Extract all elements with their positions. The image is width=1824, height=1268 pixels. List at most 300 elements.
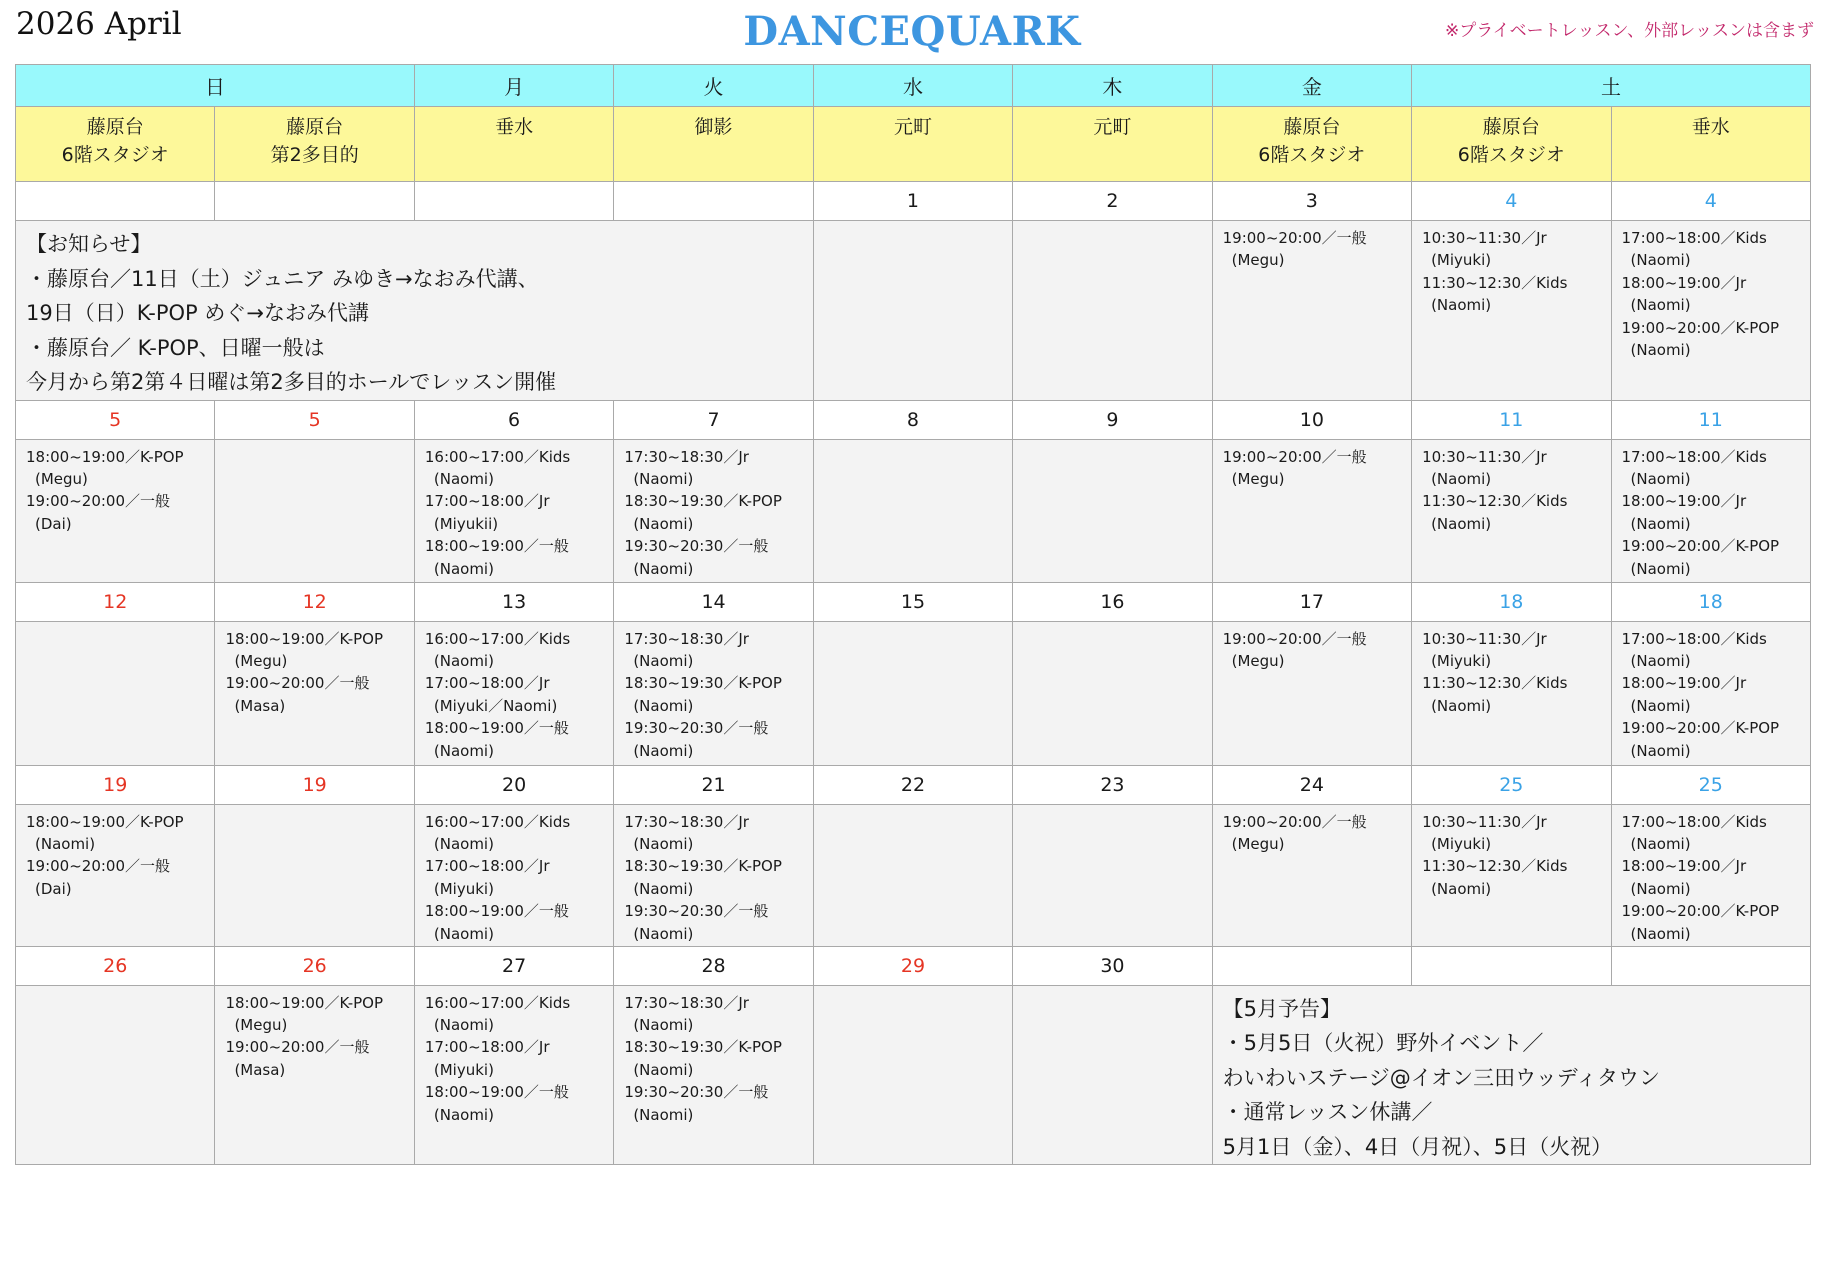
calendar-table bbox=[15, 64, 1811, 1165]
lesson-row bbox=[16, 621, 1811, 765]
date-cell bbox=[614, 765, 813, 804]
lesson-time: 18:00~19:00／Jr bbox=[1621, 857, 1747, 876]
brand-logo: DANCEQUARK bbox=[743, 8, 1081, 55]
lesson-list bbox=[215, 986, 413, 1082]
date-cell bbox=[16, 182, 215, 221]
lesson-cell bbox=[215, 985, 414, 1165]
notice-line: 【お知らせ】 bbox=[26, 232, 152, 256]
lesson-time: 18:00~19:00／Jr bbox=[1621, 273, 1747, 292]
lesson-time: 19:00~20:00／一般 bbox=[225, 674, 370, 693]
date-number: 15 bbox=[900, 590, 926, 613]
date-cell bbox=[813, 765, 1012, 804]
lesson-time: 19:00~20:00／一般 bbox=[1222, 447, 1367, 466]
date-number: 24 bbox=[1299, 773, 1324, 796]
lesson-instructor: (Naomi) bbox=[35, 834, 96, 853]
lesson-time: 18:00~19:00／Jr bbox=[1621, 492, 1747, 511]
lesson-time: 18:00~19:00／Jr bbox=[1621, 674, 1747, 693]
lesson-instructor: (Naomi) bbox=[433, 1015, 494, 1034]
lesson-instructor: (Megu) bbox=[1231, 251, 1285, 270]
lesson-row bbox=[16, 804, 1811, 946]
date-cell bbox=[414, 400, 613, 439]
date-number: 25 bbox=[1698, 773, 1723, 796]
studio-header-cell bbox=[813, 107, 1012, 182]
lesson-time: 17:00~18:00／Kids bbox=[1621, 447, 1767, 466]
studio-header-cell bbox=[1013, 107, 1212, 182]
date-number: 12 bbox=[103, 590, 128, 613]
date-cell bbox=[1412, 182, 1611, 221]
notice-line: 5月1日（金）、4日（月祝）、5日（火祝） bbox=[1222, 1134, 1613, 1159]
notice-line: 今月から第2第４日曜は第2多目的ホールでレッスン開催 bbox=[26, 370, 557, 394]
date-cell bbox=[215, 400, 414, 439]
lesson-cell bbox=[1013, 985, 1212, 1165]
lesson-instructor: (Dai) bbox=[35, 879, 72, 898]
lesson-instructor: (Naomi) bbox=[633, 924, 694, 943]
lesson-time: 19:30~20:30／一般 bbox=[624, 902, 769, 921]
lesson-time: 17:00~18:00／Kids bbox=[1621, 629, 1767, 648]
studio-label: 元町 bbox=[893, 116, 932, 138]
lesson-instructor: (Masa) bbox=[234, 696, 286, 715]
date-number: 11 bbox=[1499, 408, 1524, 431]
notice-line: 【5月予告】 bbox=[1222, 996, 1341, 1021]
lesson-time: 18:00~19:00／一般 bbox=[424, 537, 569, 556]
date-number: 17 bbox=[1299, 590, 1324, 613]
lesson-instructor: (Naomi) bbox=[633, 1105, 694, 1124]
weekday-header-cell bbox=[614, 65, 813, 107]
lesson-list bbox=[1013, 221, 1211, 227]
notice-cell bbox=[16, 221, 814, 401]
lesson-cell bbox=[813, 439, 1012, 582]
lesson-cell bbox=[1013, 439, 1212, 582]
lesson-list bbox=[814, 622, 1012, 628]
lesson-cell bbox=[414, 439, 613, 582]
lesson-list bbox=[614, 805, 812, 945]
lesson-list bbox=[1213, 622, 1411, 673]
lesson-instructor: (Naomi) bbox=[633, 741, 694, 760]
lesson-cell bbox=[1212, 221, 1411, 401]
lesson-time: 19:00~20:00／K-POP bbox=[1621, 537, 1780, 556]
lesson-list bbox=[1213, 221, 1411, 272]
lesson-cell bbox=[1611, 439, 1811, 582]
studio-label: 垂水 bbox=[495, 116, 534, 138]
date-cell bbox=[215, 582, 414, 621]
lesson-instructor: (Naomi) bbox=[633, 559, 694, 578]
lesson-list bbox=[1412, 440, 1610, 536]
lesson-time: 17:00~18:00／Kids bbox=[1621, 229, 1767, 247]
lesson-instructor: (Naomi) bbox=[1630, 341, 1691, 360]
date-cell bbox=[1611, 765, 1811, 804]
date-number: 6 bbox=[508, 408, 521, 431]
date-number: 22 bbox=[900, 773, 926, 796]
date-number: 5 bbox=[308, 408, 321, 431]
date-number: 5 bbox=[109, 408, 122, 431]
date-cell bbox=[215, 182, 414, 221]
date-cell bbox=[1212, 400, 1411, 439]
lesson-list bbox=[215, 805, 413, 811]
date-cell bbox=[1013, 765, 1212, 804]
lesson-time: 10:30~11:30／Jr bbox=[1422, 629, 1547, 648]
lesson-instructor: (Naomi) bbox=[433, 651, 494, 670]
lesson-instructor: (Megu) bbox=[234, 1015, 288, 1034]
date-number: 9 bbox=[1106, 408, 1119, 431]
studio-header-cell bbox=[1412, 107, 1611, 182]
lesson-cell bbox=[1611, 221, 1811, 401]
lesson-time: 16:00~17:00／Kids bbox=[424, 812, 571, 831]
lesson-cell bbox=[414, 621, 613, 765]
studio-header-cell bbox=[1212, 107, 1411, 182]
date-cell bbox=[1412, 582, 1611, 621]
lesson-list bbox=[215, 440, 413, 446]
studio-header-cell bbox=[215, 107, 414, 182]
date-row bbox=[16, 400, 1811, 439]
date-number: 29 bbox=[900, 954, 926, 977]
lesson-instructor: (Miyuki) bbox=[1431, 834, 1492, 853]
lesson-cell bbox=[614, 621, 813, 765]
lesson-cell bbox=[813, 221, 1012, 401]
lesson-cell bbox=[1212, 804, 1411, 946]
lesson-cell bbox=[1013, 621, 1212, 765]
date-number: 20 bbox=[502, 773, 527, 796]
lesson-list bbox=[814, 440, 1012, 446]
lesson-list bbox=[1612, 805, 1811, 945]
lesson-instructor: (Naomi) bbox=[433, 834, 494, 853]
date-number: 26 bbox=[302, 954, 327, 977]
lesson-cell bbox=[16, 804, 215, 946]
lesson-time: 17:30~18:30／Jr bbox=[624, 812, 749, 831]
lesson-instructor: (Naomi) bbox=[433, 1105, 494, 1124]
date-number: 18 bbox=[1499, 590, 1524, 613]
weekday-header-cell bbox=[1013, 65, 1212, 107]
lesson-cell bbox=[813, 621, 1012, 765]
date-number: 18 bbox=[1698, 590, 1723, 613]
lesson-time: 18:30~19:30／K-POP bbox=[624, 492, 782, 511]
lesson-time: 19:00~20:00／一般 bbox=[1222, 229, 1367, 247]
date-cell bbox=[614, 946, 813, 985]
lesson-cell bbox=[1412, 221, 1611, 401]
lesson-time: 19:00~20:00／一般 bbox=[1222, 812, 1367, 831]
lesson-list bbox=[16, 622, 214, 628]
lesson-instructor: (Miyuki／Naomi) bbox=[433, 696, 558, 715]
date-cell bbox=[215, 765, 414, 804]
date-cell bbox=[614, 182, 813, 221]
date-cell bbox=[1212, 765, 1411, 804]
lesson-cell bbox=[813, 985, 1012, 1165]
date-cell bbox=[1412, 400, 1611, 439]
lesson-cell bbox=[1013, 221, 1212, 401]
lesson-cell bbox=[614, 804, 813, 946]
lesson-list bbox=[16, 986, 214, 992]
notice-line: ・藤原台／11日（土）ジュニア みゆき→なおみ代講、 bbox=[26, 266, 539, 291]
lesson-time: 19:30~20:30／一般 bbox=[624, 719, 769, 738]
lesson-list bbox=[814, 986, 1012, 992]
lesson-list bbox=[1013, 805, 1211, 811]
date-number: 7 bbox=[707, 408, 720, 431]
date-number: 11 bbox=[1698, 408, 1723, 431]
lesson-instructor: (Naomi) bbox=[1630, 469, 1691, 488]
lesson-cell bbox=[1013, 804, 1212, 946]
lesson-list bbox=[614, 986, 812, 1126]
date-cell bbox=[16, 400, 215, 439]
lesson-cell bbox=[16, 621, 215, 765]
lesson-instructor: (Miyuki) bbox=[1431, 651, 1492, 670]
lesson-instructor: (Naomi) bbox=[633, 1060, 694, 1079]
lesson-cell bbox=[215, 439, 414, 582]
lesson-list bbox=[16, 805, 214, 901]
lesson-cell bbox=[1611, 621, 1811, 765]
lesson-time: 10:30~11:30／Jr bbox=[1422, 229, 1547, 247]
date-cell bbox=[1212, 182, 1411, 221]
date-number: 30 bbox=[1100, 954, 1125, 977]
lesson-instructor: (Megu) bbox=[1231, 834, 1285, 853]
lesson-list bbox=[415, 622, 613, 762]
date-cell bbox=[16, 582, 215, 621]
date-cell bbox=[1212, 946, 1411, 985]
weekday-header-cell bbox=[1212, 65, 1411, 107]
date-cell bbox=[614, 400, 813, 439]
lesson-instructor: (Naomi) bbox=[633, 696, 694, 715]
studio-header-cell bbox=[16, 107, 215, 182]
lesson-row bbox=[16, 439, 1811, 582]
date-number: 1 bbox=[906, 190, 920, 212]
lesson-list bbox=[1013, 440, 1211, 446]
lesson-time: 17:00~18:00／Jr bbox=[424, 1038, 550, 1057]
date-cell bbox=[414, 946, 613, 985]
lesson-instructor: (Naomi) bbox=[1630, 559, 1691, 578]
lesson-cell bbox=[215, 804, 414, 946]
weekday-label: 水 bbox=[902, 75, 923, 99]
weekday-header-cell bbox=[414, 65, 613, 107]
date-cell bbox=[1611, 946, 1811, 985]
date-cell bbox=[1412, 946, 1611, 985]
lesson-time: 18:30~19:30／K-POP bbox=[624, 1038, 782, 1057]
lesson-time: 16:00~17:00／Kids bbox=[424, 993, 571, 1012]
studio-header-cell bbox=[414, 107, 613, 182]
date-number: 21 bbox=[701, 773, 726, 796]
lesson-instructor: (Naomi) bbox=[1630, 741, 1691, 760]
studio-label: 藤原台 6階スタジオ bbox=[1258, 116, 1366, 166]
lesson-instructor: (Naomi) bbox=[1431, 296, 1492, 315]
date-number: 26 bbox=[103, 954, 128, 977]
lesson-instructor: (Naomi) bbox=[633, 469, 694, 488]
lesson-cell bbox=[1412, 621, 1611, 765]
lesson-list bbox=[1612, 440, 1811, 580]
notice-block bbox=[1213, 986, 1810, 1165]
date-cell bbox=[813, 582, 1012, 621]
lesson-cell bbox=[16, 985, 215, 1165]
lesson-list bbox=[1412, 805, 1610, 901]
lesson-time: 10:30~11:30／Jr bbox=[1422, 447, 1547, 466]
lesson-instructor: (Miyuki) bbox=[433, 879, 494, 898]
lesson-instructor: (Naomi) bbox=[633, 879, 694, 898]
lesson-list bbox=[614, 440, 812, 580]
lesson-time: 19:00~20:00／一般 bbox=[26, 492, 171, 511]
studio-label: 垂水 bbox=[1691, 116, 1730, 138]
notice-block bbox=[16, 221, 813, 400]
studio-label: 藤原台 第2多目的 bbox=[270, 116, 359, 166]
lesson-cell bbox=[614, 439, 813, 582]
lesson-list bbox=[415, 986, 613, 1126]
lesson-instructor: (Megu) bbox=[1231, 651, 1285, 670]
lesson-time: 18:00~19:00／K-POP bbox=[26, 812, 184, 831]
lesson-time: 17:00~18:00／Jr bbox=[424, 492, 550, 511]
date-cell bbox=[1013, 400, 1212, 439]
date-number: 14 bbox=[701, 590, 726, 613]
date-cell bbox=[414, 182, 613, 221]
date-number: 4 bbox=[1505, 190, 1518, 212]
date-number: 19 bbox=[103, 773, 128, 796]
date-cell bbox=[215, 946, 414, 985]
date-cell bbox=[813, 946, 1012, 985]
lesson-cell bbox=[414, 804, 613, 946]
date-cell bbox=[1013, 946, 1212, 985]
lesson-instructor: (Naomi) bbox=[633, 651, 694, 670]
date-number: 23 bbox=[1100, 773, 1125, 796]
lesson-list bbox=[1612, 622, 1811, 762]
date-number: 27 bbox=[502, 954, 527, 977]
date-row bbox=[16, 765, 1811, 804]
notice-line: わいわいステージ@イオン三田ウッディタウン bbox=[1222, 1065, 1661, 1090]
lesson-cell bbox=[813, 804, 1012, 946]
lesson-time: 11:30~12:30／Kids bbox=[1422, 857, 1568, 876]
date-cell bbox=[1212, 582, 1411, 621]
lesson-time: 11:30~12:30／Kids bbox=[1422, 674, 1568, 693]
date-number: 19 bbox=[302, 773, 327, 796]
lesson-instructor: (Naomi) bbox=[1431, 514, 1492, 533]
lesson-instructor: (Naomi) bbox=[433, 924, 494, 943]
lesson-list bbox=[1412, 622, 1610, 718]
lesson-list bbox=[1213, 440, 1411, 491]
lesson-time: 18:00~19:00／K-POP bbox=[225, 993, 384, 1012]
date-number: 2 bbox=[1106, 190, 1119, 212]
lesson-instructor: (Naomi) bbox=[1630, 924, 1691, 943]
date-cell bbox=[1013, 582, 1212, 621]
lesson-instructor: (Naomi) bbox=[1630, 834, 1691, 853]
notice-line: ・5月5日（火祝）野外イベント／ bbox=[1222, 1031, 1544, 1055]
lesson-time: 16:00~17:00／Kids bbox=[424, 447, 571, 466]
lesson-instructor: (Naomi) bbox=[1431, 469, 1492, 488]
lesson-list bbox=[1412, 221, 1610, 317]
lesson-list bbox=[1612, 221, 1811, 361]
lesson-time: 18:00~19:00／一般 bbox=[424, 719, 569, 738]
lesson-list bbox=[1013, 986, 1211, 992]
notice-line: 19日（日）K-POP めぐ→なおみ代講 bbox=[26, 301, 369, 325]
lesson-instructor: (Naomi) bbox=[1431, 696, 1492, 715]
date-number: 28 bbox=[701, 954, 726, 977]
lesson-time: 16:00~17:00／Kids bbox=[424, 629, 571, 648]
notice-line: ・藤原台／ K-POP、日曜一般は bbox=[26, 335, 325, 360]
notice-line: ・通常レッスン休講／ bbox=[1222, 1100, 1433, 1124]
lesson-instructor: (Naomi) bbox=[1630, 879, 1691, 898]
weekday-label: 金 bbox=[1301, 75, 1322, 99]
lesson-instructor: (Miyuki) bbox=[433, 1060, 494, 1079]
date-cell bbox=[1013, 182, 1212, 221]
date-number: 4 bbox=[1704, 190, 1717, 212]
date-cell bbox=[614, 582, 813, 621]
date-row bbox=[16, 582, 1811, 621]
lesson-instructor: (Dai) bbox=[35, 514, 72, 533]
lesson-time: 19:30~20:30／一般 bbox=[624, 537, 769, 556]
lesson-instructor: (Naomi) bbox=[433, 559, 494, 578]
lesson-instructor: (Naomi) bbox=[1630, 696, 1691, 715]
lesson-time: 18:30~19:30／K-POP bbox=[624, 674, 782, 693]
lesson-time: 19:30~20:30／一般 bbox=[624, 1083, 769, 1102]
date-number: 10 bbox=[1299, 408, 1324, 431]
weekday-header-cell bbox=[813, 65, 1012, 107]
lesson-time: 17:00~18:00／Jr bbox=[424, 857, 550, 876]
lesson-list bbox=[614, 622, 812, 762]
date-cell bbox=[414, 582, 613, 621]
lesson-time: 11:30~12:30／Kids bbox=[1422, 273, 1568, 292]
lesson-time: 17:30~18:30／Jr bbox=[624, 993, 749, 1012]
studio-label: 御影 bbox=[694, 116, 733, 138]
date-cell bbox=[1611, 400, 1811, 439]
studio-label: 元町 bbox=[1093, 116, 1132, 138]
lesson-instructor: (Naomi) bbox=[1431, 879, 1492, 898]
lesson-cell bbox=[414, 985, 613, 1165]
lesson-instructor: (Megu) bbox=[234, 651, 288, 670]
lesson-cell bbox=[1611, 804, 1811, 946]
lesson-time: 17:30~18:30／Jr bbox=[624, 447, 749, 466]
weekday-label: 木 bbox=[1102, 75, 1123, 99]
lesson-cell bbox=[614, 985, 813, 1165]
date-cell bbox=[414, 765, 613, 804]
lesson-cell bbox=[1412, 439, 1611, 582]
date-cell bbox=[16, 946, 215, 985]
date-number: 12 bbox=[302, 590, 327, 613]
month-title: 2026 April bbox=[16, 6, 182, 42]
lesson-cell bbox=[215, 621, 414, 765]
date-number: 13 bbox=[502, 590, 527, 613]
lesson-time: 10:30~11:30／Jr bbox=[1422, 812, 1547, 831]
weekday-label: 月 bbox=[504, 75, 525, 99]
lesson-cell bbox=[1412, 804, 1611, 946]
lesson-instructor: (Megu) bbox=[1231, 469, 1285, 488]
weekday-label: 日 bbox=[204, 75, 225, 99]
lesson-list bbox=[1213, 805, 1411, 856]
lesson-instructor: (Naomi) bbox=[433, 741, 494, 760]
lesson-time: 19:00~20:00／K-POP bbox=[1621, 719, 1780, 738]
date-cell bbox=[1611, 182, 1811, 221]
lesson-instructor: (Naomi) bbox=[1630, 514, 1691, 533]
date-number: 25 bbox=[1499, 773, 1524, 796]
lesson-time: 19:00~20:00／K-POP bbox=[1621, 318, 1780, 337]
lesson-time: 17:30~18:30／Jr bbox=[624, 629, 749, 648]
lesson-time: 18:00~19:00／K-POP bbox=[26, 447, 184, 466]
date-number: 3 bbox=[1305, 190, 1318, 212]
lesson-time: 17:00~18:00／Jr bbox=[424, 674, 550, 693]
lesson-instructor: (Miyukii) bbox=[433, 514, 499, 533]
lesson-row bbox=[16, 221, 1811, 401]
lesson-row bbox=[16, 985, 1811, 1165]
lesson-instructor: (Naomi) bbox=[633, 834, 694, 853]
lesson-list bbox=[1013, 622, 1211, 628]
lesson-instructor: (Naomi) bbox=[633, 514, 694, 533]
weekday-label: 火 bbox=[703, 75, 724, 99]
studio-label: 藤原台 6階スタジオ bbox=[61, 116, 169, 166]
lesson-list bbox=[16, 440, 214, 536]
lesson-list bbox=[415, 805, 613, 945]
studio-header-cell bbox=[614, 107, 813, 182]
weekday-header-row bbox=[16, 65, 1811, 107]
lesson-time: 11:30~12:30／Kids bbox=[1422, 492, 1568, 511]
date-cell bbox=[813, 182, 1012, 221]
header-note: ※プライベートレッスン、外部レッスンは含まず bbox=[1444, 21, 1814, 41]
notice-cell bbox=[1212, 985, 1810, 1165]
date-number: 8 bbox=[906, 408, 920, 431]
weekday-header-cell bbox=[1412, 65, 1811, 107]
lesson-instructor: (Miyuki) bbox=[1431, 251, 1492, 270]
date-row bbox=[16, 182, 1811, 221]
date-row bbox=[16, 946, 1811, 985]
